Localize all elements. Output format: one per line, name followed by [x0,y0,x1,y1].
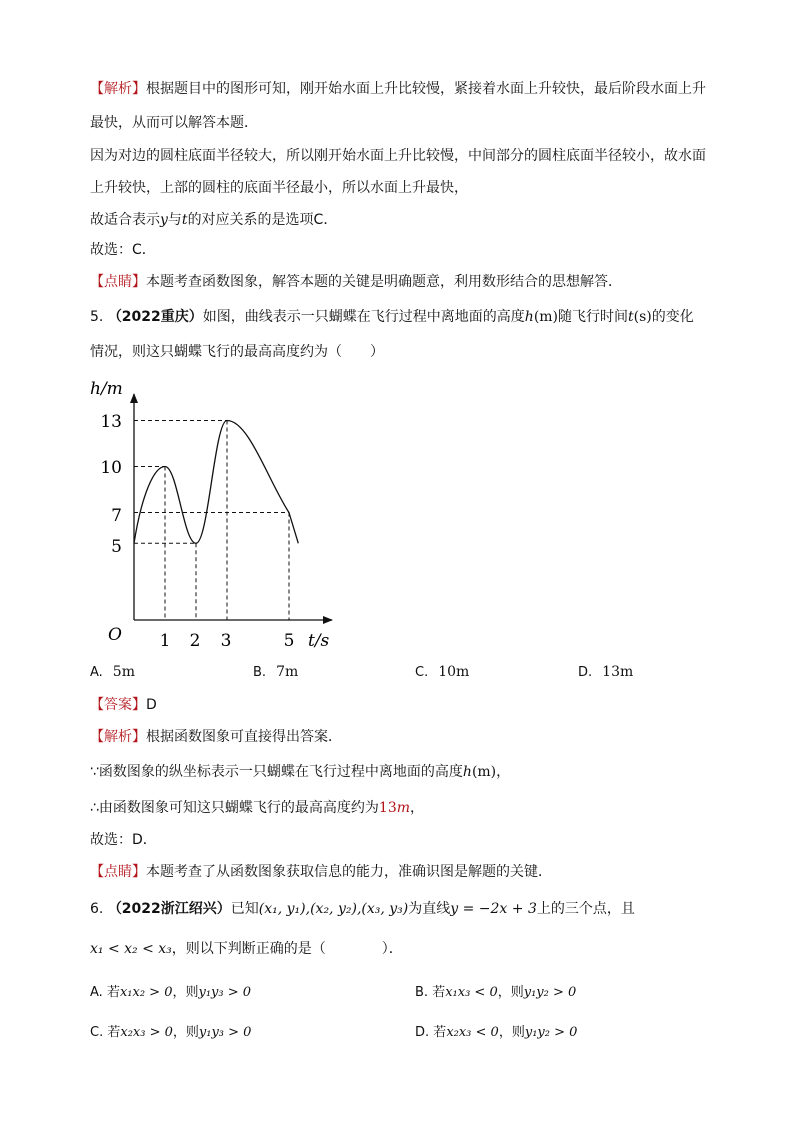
q6-stem: 6. （2022浙江绍兴）已知(x₁, y₁),(x₂, y₂),(x₃, y₃)为直线y = −2x + 3上的三个点，且 [90,901,635,917]
guide-lines [134,420,289,620]
q4-detail-1: 因为对边的圆柱底面半径较大，所以刚开始水面上升比较慢，中间部分的圆柱底面半径较小，故水面 [90,148,706,164]
q4-choose: 故选：C． [90,242,156,258]
y-tick-label-10: 10 [100,458,122,478]
q6-option-c[interactable]: C. 若x₂x₃ > 0，则y₁y₃ > 0 [90,1025,252,1040]
q4-conclusion: 故适合表示y与t的对应关系的是选项C． [90,212,338,228]
x-tick-label-1: 1 [159,631,171,651]
q4-analysis: 【解析】根据题目中的图形可知，刚开始水面上升比较慢，紧接着水面上升较快，最后阶段水面上升 [90,81,706,97]
y-tick-label-7: 7 [111,506,122,526]
x-axis-label: t/s [308,631,330,651]
origin-label: O [108,625,122,645]
q5-because: ∵函数图象的纵坐标表示一只蝴蝶在飞行过程中离地面的高度h(m)， [90,764,511,780]
y-tick-label-5: 5 [111,537,122,557]
comment-tag: 【点睛】 [90,274,146,290]
q5-option-d[interactable]: D. 13m [578,664,634,680]
q5-comment: 【点睛】本题考查了从函数图象获取信息的能力，准确识图是解题的关键． [90,864,552,880]
x-tick-label-3: 3 [220,631,232,651]
q5-option-a[interactable]: A. 5m [90,664,135,680]
analysis-tag: 【解析】 [90,81,146,97]
question-number: 6. [90,901,104,917]
y-tick-label-13: 13 [100,412,122,432]
x-tick-label-2: 2 [189,631,201,651]
q5-stem-cont: 情况，则这只蝴蝶飞行的最高高度约为（ ） [90,344,384,360]
question-source: （2022浙江绍兴） [107,901,231,917]
height-curve [134,421,298,544]
q5-choose: 故选：D． [90,832,157,848]
q5-answer: 【答案】D [90,697,157,713]
question-source: （2022重庆） [107,309,203,325]
question-number: 5. [90,309,104,325]
q4-comment: 【点睛】本题考查函数图象，解答本题的关键是明确题意，利用数形结合的思想解答． [90,274,622,290]
answer-tag: 【答案】 [90,697,146,713]
q6-option-a[interactable]: A. 若x₁x₂ > 0，则y₁y₃ > 0 [90,985,252,1000]
q5-option-b[interactable]: B. 7m [253,664,299,680]
analysis-tag: 【解析】 [90,729,146,745]
q5-therefore: ∴由函数图象可知这只蝴蝶飞行的最高高度约为13m， [90,800,425,816]
q6-stem-cont: x₁ < x₂ < x₃，则以下判断正确的是（ ）． [90,941,403,957]
x-tick-label-5: 5 [283,631,295,651]
y-axis-label: h/m [90,379,123,399]
q5-analysis: 【解析】根据函数图象可直接得出答案． [90,729,342,745]
butterfly-height-chart [86,372,366,657]
comment-tag: 【点睛】 [90,864,146,880]
q6-option-b[interactable]: B. 若x₁x₃ < 0，则y₁y₂ > 0 [415,985,577,1000]
q4-detail-2: 上升较快，上部的圆柱的底面半径最小，所以水面上升最快， [90,180,468,196]
q6-option-d[interactable]: D. 若x₂x₃ < 0，则y₁y₂ > 0 [415,1025,578,1040]
q5-stem: 5. （2022重庆）如图，曲线表示一只蝴蝶在飞行过程中离地面的高度h(m)随飞行时间t(s)的变化 [90,309,694,325]
q4-analysis-cont: 最快，从而可以解答本题． [90,115,258,131]
q5-option-c[interactable]: C. 10m [415,664,470,680]
